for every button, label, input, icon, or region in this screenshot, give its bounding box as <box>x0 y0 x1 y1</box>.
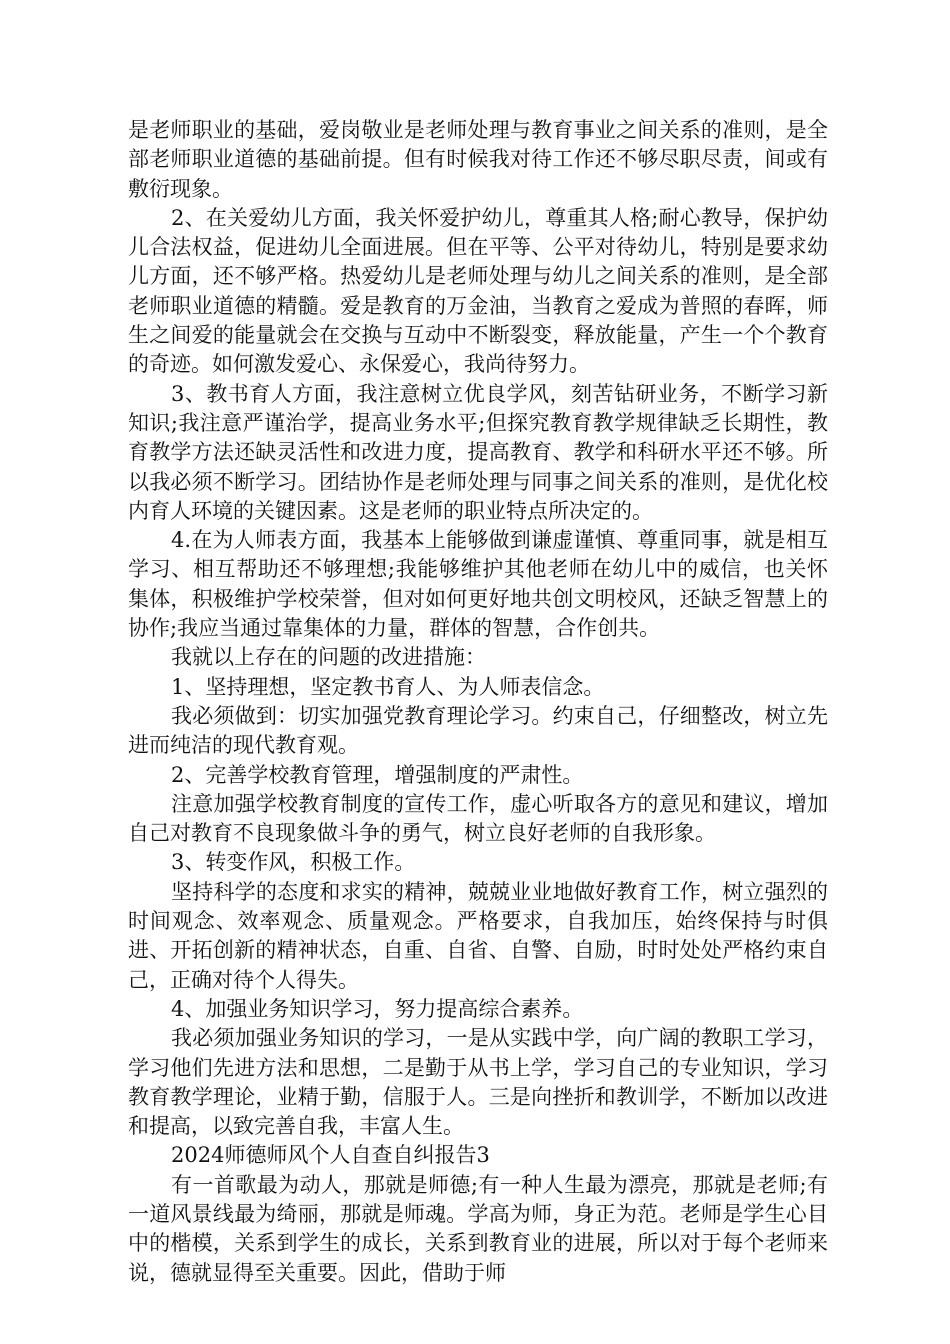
paragraph: 我必须做到：切实加强党教育理论学习。约束自己，仔细整改，树立先进而纯洁的现代教育观。 <box>128 703 828 758</box>
paragraph: 坚持科学的态度和求实的精神，兢兢业业地做好教育工作，树立强烈的时间观念、效率观念、质量观念。严格要求，自我加压，始终保持与时俱进、开拓创新的精神状态，自重、自省、自警、自励，时时处处严格约束自己，正确对待个人得失。 <box>128 879 828 992</box>
section-heading: 2024师德师风个人自查自纠报告3 <box>171 1143 490 1168</box>
paragraph: 我必须加强业务知识的学习，一是从实践中学，向广阔的教职工学习，学习他们先进方法和思想，二是勤于从书上学，学习自己的专业知识，学习教育教学理论，业精于勤，信服于人。三是向挫折和教训学，不断加以改进和提高，以致完善自我，丰富人生。 <box>128 1026 828 1139</box>
paragraph: 2、在关爱幼儿方面，我关怀爱护幼儿，尊重其人格;耐心教导，保护幼儿合法权益，促进幼儿全面进展。但在平等、公平对待幼儿，特别是要求幼儿方面，还不够严格。热爱幼儿是老师处理与幼儿之间关系的准则，是全部老师职业道德的精髓。爱是教育的万金油，当教育之爱成为普照的春晖，师生之间爱的能量就会在交换与互动中不断裂变，释放能量，产生一个个教育的奇迹。如何激发爱心、永保爱心，我尚待努力。 <box>128 205 828 377</box>
document-body <box>128 116 828 1288</box>
paragraph: 我就以上存在的问题的改进措施： <box>171 645 487 670</box>
paragraph: 4、加强业务知识学习，努力提高综合素养。 <box>171 996 584 1021</box>
paragraph: 有一首歌最为动人，那就是师德;有一种人生最为漂亮，那就是老师;有一道风景线最为绮丽，那就是师魂。学高为师，身正为范。老师是学生心目中的楷模，关系到学生的成长，关系到教育业的进展，所以对于每个老师来说，德就显得至关重要。因此，借助于师 <box>128 1172 828 1285</box>
paragraph: 4.在为人师表方面，我基本上能够做到谦虚谨慎、尊重同事，就是相互学习、相互帮助还不够理想;我能够维护其他老师在幼儿中的威信，也关怀集体，积极维护学校荣誉，但对如何更好地共创文明校风，还缺乏智慧上的协作;我应当通过靠集体的力量，群体的智慧，合作创共。 <box>128 528 828 641</box>
paragraph: 2、完善学校教育管理，增强制度的严肃性。 <box>171 762 584 787</box>
paragraph: 是老师职业的基础，爱岗敬业是老师处理与教育事业之间关系的准则，是全部老师职业道德的基础前提。但有时候我对待工作还不够尽职尽责，间或有敷衍现象。 <box>128 118 828 201</box>
paragraph: 1、坚持理想，坚定教书育人、为人师表信念。 <box>171 674 605 699</box>
paragraph: 3、转变作风，积极工作。 <box>171 850 416 875</box>
paragraph: 注意加强学校教育制度的宣传工作，虚心听取各方的意见和建议，增加自己对教育不良现象做斗争的勇气，树立良好老师的自我形象。 <box>128 791 828 846</box>
paragraph: 3、教书育人方面，我注意树立优良学风，刻苦钻研业务，不断学习新知识;我注意严谨治学，提高业务水平;但探究教育教学规律缺乏长期性，教育教学方法还缺灵活性和改进力度，提高教育、教学和科研水平还不够。所以我必须不断学习。团结协作是老师处理与同事之间关系的准则，是优化校内育人环境的关键因素。这是老师的职业特点所决定的。 <box>128 381 828 523</box>
